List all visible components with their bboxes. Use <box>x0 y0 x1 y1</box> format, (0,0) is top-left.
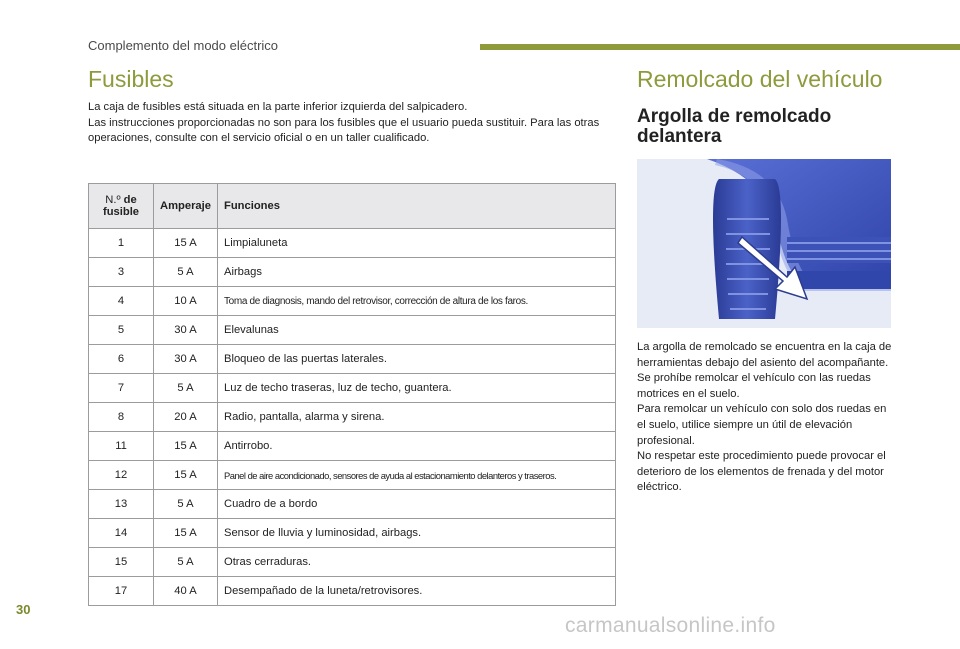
fuse-amperage: 5 A <box>154 548 218 577</box>
table-row <box>89 345 616 374</box>
table-row <box>89 577 616 606</box>
fuse-amperage: 40 A <box>154 577 218 606</box>
fuse-amperage: 5 A <box>154 374 218 403</box>
header-fuse-number-prefix: N.º <box>105 194 121 206</box>
fuse-amperage: 30 A <box>154 316 218 345</box>
fuse-amperage: 15 A <box>154 461 218 490</box>
fuse-function: Desempañado de la luneta/retrovisores. <box>218 577 616 606</box>
header-fuse-number-suffix: de fusible <box>102 194 140 218</box>
fuse-table <box>88 183 616 606</box>
intro-paragraph-2: Las instrucciones proporcionadas no son para los fusibles que el usuario pueda sustituir. Para las otras operaciones, consulte con el servicio oficial o en un taller cualificado. <box>88 116 600 144</box>
fuse-function: Toma de diagnosis, mando del retrovisor, corrección de altura de los faros. <box>218 287 616 316</box>
towing-ring-illustration <box>637 159 891 328</box>
fuse-number: 3 <box>89 258 154 287</box>
towing-paragraph-3: Para remolcar un vehículo con solo dos ruedas en el suelo, utilice siempre un útil de elevación profesional. <box>637 403 887 447</box>
intro-paragraph-1: La caja de fusibles está situada en la parte inferior izquierda del salpicadero. <box>88 101 468 113</box>
fuse-function: Limpialuneta <box>218 229 616 258</box>
fuse-amperage: 5 A <box>154 258 218 287</box>
fuse-function: Elevalunas <box>218 316 616 345</box>
fuses-intro <box>88 100 618 147</box>
table-row <box>89 287 616 316</box>
towing-ring-subtitle: Argolla de remolcado delantera <box>637 106 832 147</box>
towing-title: Remolcado del vehículo <box>637 66 883 92</box>
table-row <box>89 403 616 432</box>
watermark: carmanualsonline.info <box>565 614 776 637</box>
fuse-amperage: 15 A <box>154 519 218 548</box>
fuse-number: 14 <box>89 519 154 548</box>
fuse-function: Bloqueo de las puertas laterales. <box>218 345 616 374</box>
towing-paragraph-2: Se prohíbe remolcar el vehículo con las ruedas motrices en el suelo. <box>637 372 871 400</box>
table-row <box>89 258 616 287</box>
fuse-function: Sensor de lluvia y luminosidad, airbags. <box>218 519 616 548</box>
towing-text <box>637 340 895 496</box>
table-row <box>89 548 616 577</box>
section-header-bar <box>480 44 960 50</box>
fuse-number: 1 <box>89 229 154 258</box>
fuse-function: Luz de techo traseras, luz de techo, guantera. <box>218 374 616 403</box>
towing-illustration-svg <box>637 159 891 328</box>
page-number: 30 <box>16 602 31 617</box>
fuse-number: 6 <box>89 345 154 374</box>
fuse-table-header <box>89 184 616 229</box>
towing-paragraph-4: No respetar este procedimiento puede provocar el deterioro de los elementos de frenada y del motor eléctrico. <box>637 450 886 494</box>
table-row <box>89 316 616 345</box>
table-row <box>89 461 616 490</box>
fuse-number: 7 <box>89 374 154 403</box>
fuse-function: Panel de aire acondicionado, sensores de ayuda al estacionamiento delanteros y traseros. <box>218 461 616 490</box>
towing-paragraph-1: La argolla de remolcado se encuentra en la caja de herramientas debajo del asiento del acompañante. <box>637 341 892 369</box>
fuse-number: 12 <box>89 461 154 490</box>
fuse-number: 8 <box>89 403 154 432</box>
fuse-number: 5 <box>89 316 154 345</box>
table-row <box>89 374 616 403</box>
fuse-number: 13 <box>89 490 154 519</box>
fuse-number: 4 <box>89 287 154 316</box>
header-fuse-number <box>89 184 154 229</box>
fuse-number: 11 <box>89 432 154 461</box>
fuse-amperage: 15 A <box>154 432 218 461</box>
fuse-function: Airbags <box>218 258 616 287</box>
fuse-function: Otras cerraduras. <box>218 548 616 577</box>
fuse-amperage: 20 A <box>154 403 218 432</box>
table-row <box>89 490 616 519</box>
table-row <box>89 519 616 548</box>
section-header-title: Complemento del modo eléctrico <box>88 38 279 53</box>
fuse-number: 17 <box>89 577 154 606</box>
fuse-amperage: 15 A <box>154 229 218 258</box>
fuse-amperage: 10 A <box>154 287 218 316</box>
fuse-amperage: 30 A <box>154 345 218 374</box>
fuse-number: 15 <box>89 548 154 577</box>
fuse-function: Antirrobo. <box>218 432 616 461</box>
fuses-title: Fusibles <box>88 66 174 92</box>
header-amperage: Amperaje <box>154 184 218 229</box>
header-functions: Funciones <box>218 184 616 229</box>
table-row <box>89 229 616 258</box>
table-row <box>89 432 616 461</box>
fuse-amperage: 5 A <box>154 490 218 519</box>
fuse-function: Radio, pantalla, alarma y sirena. <box>218 403 616 432</box>
fuse-function: Cuadro de a bordo <box>218 490 616 519</box>
